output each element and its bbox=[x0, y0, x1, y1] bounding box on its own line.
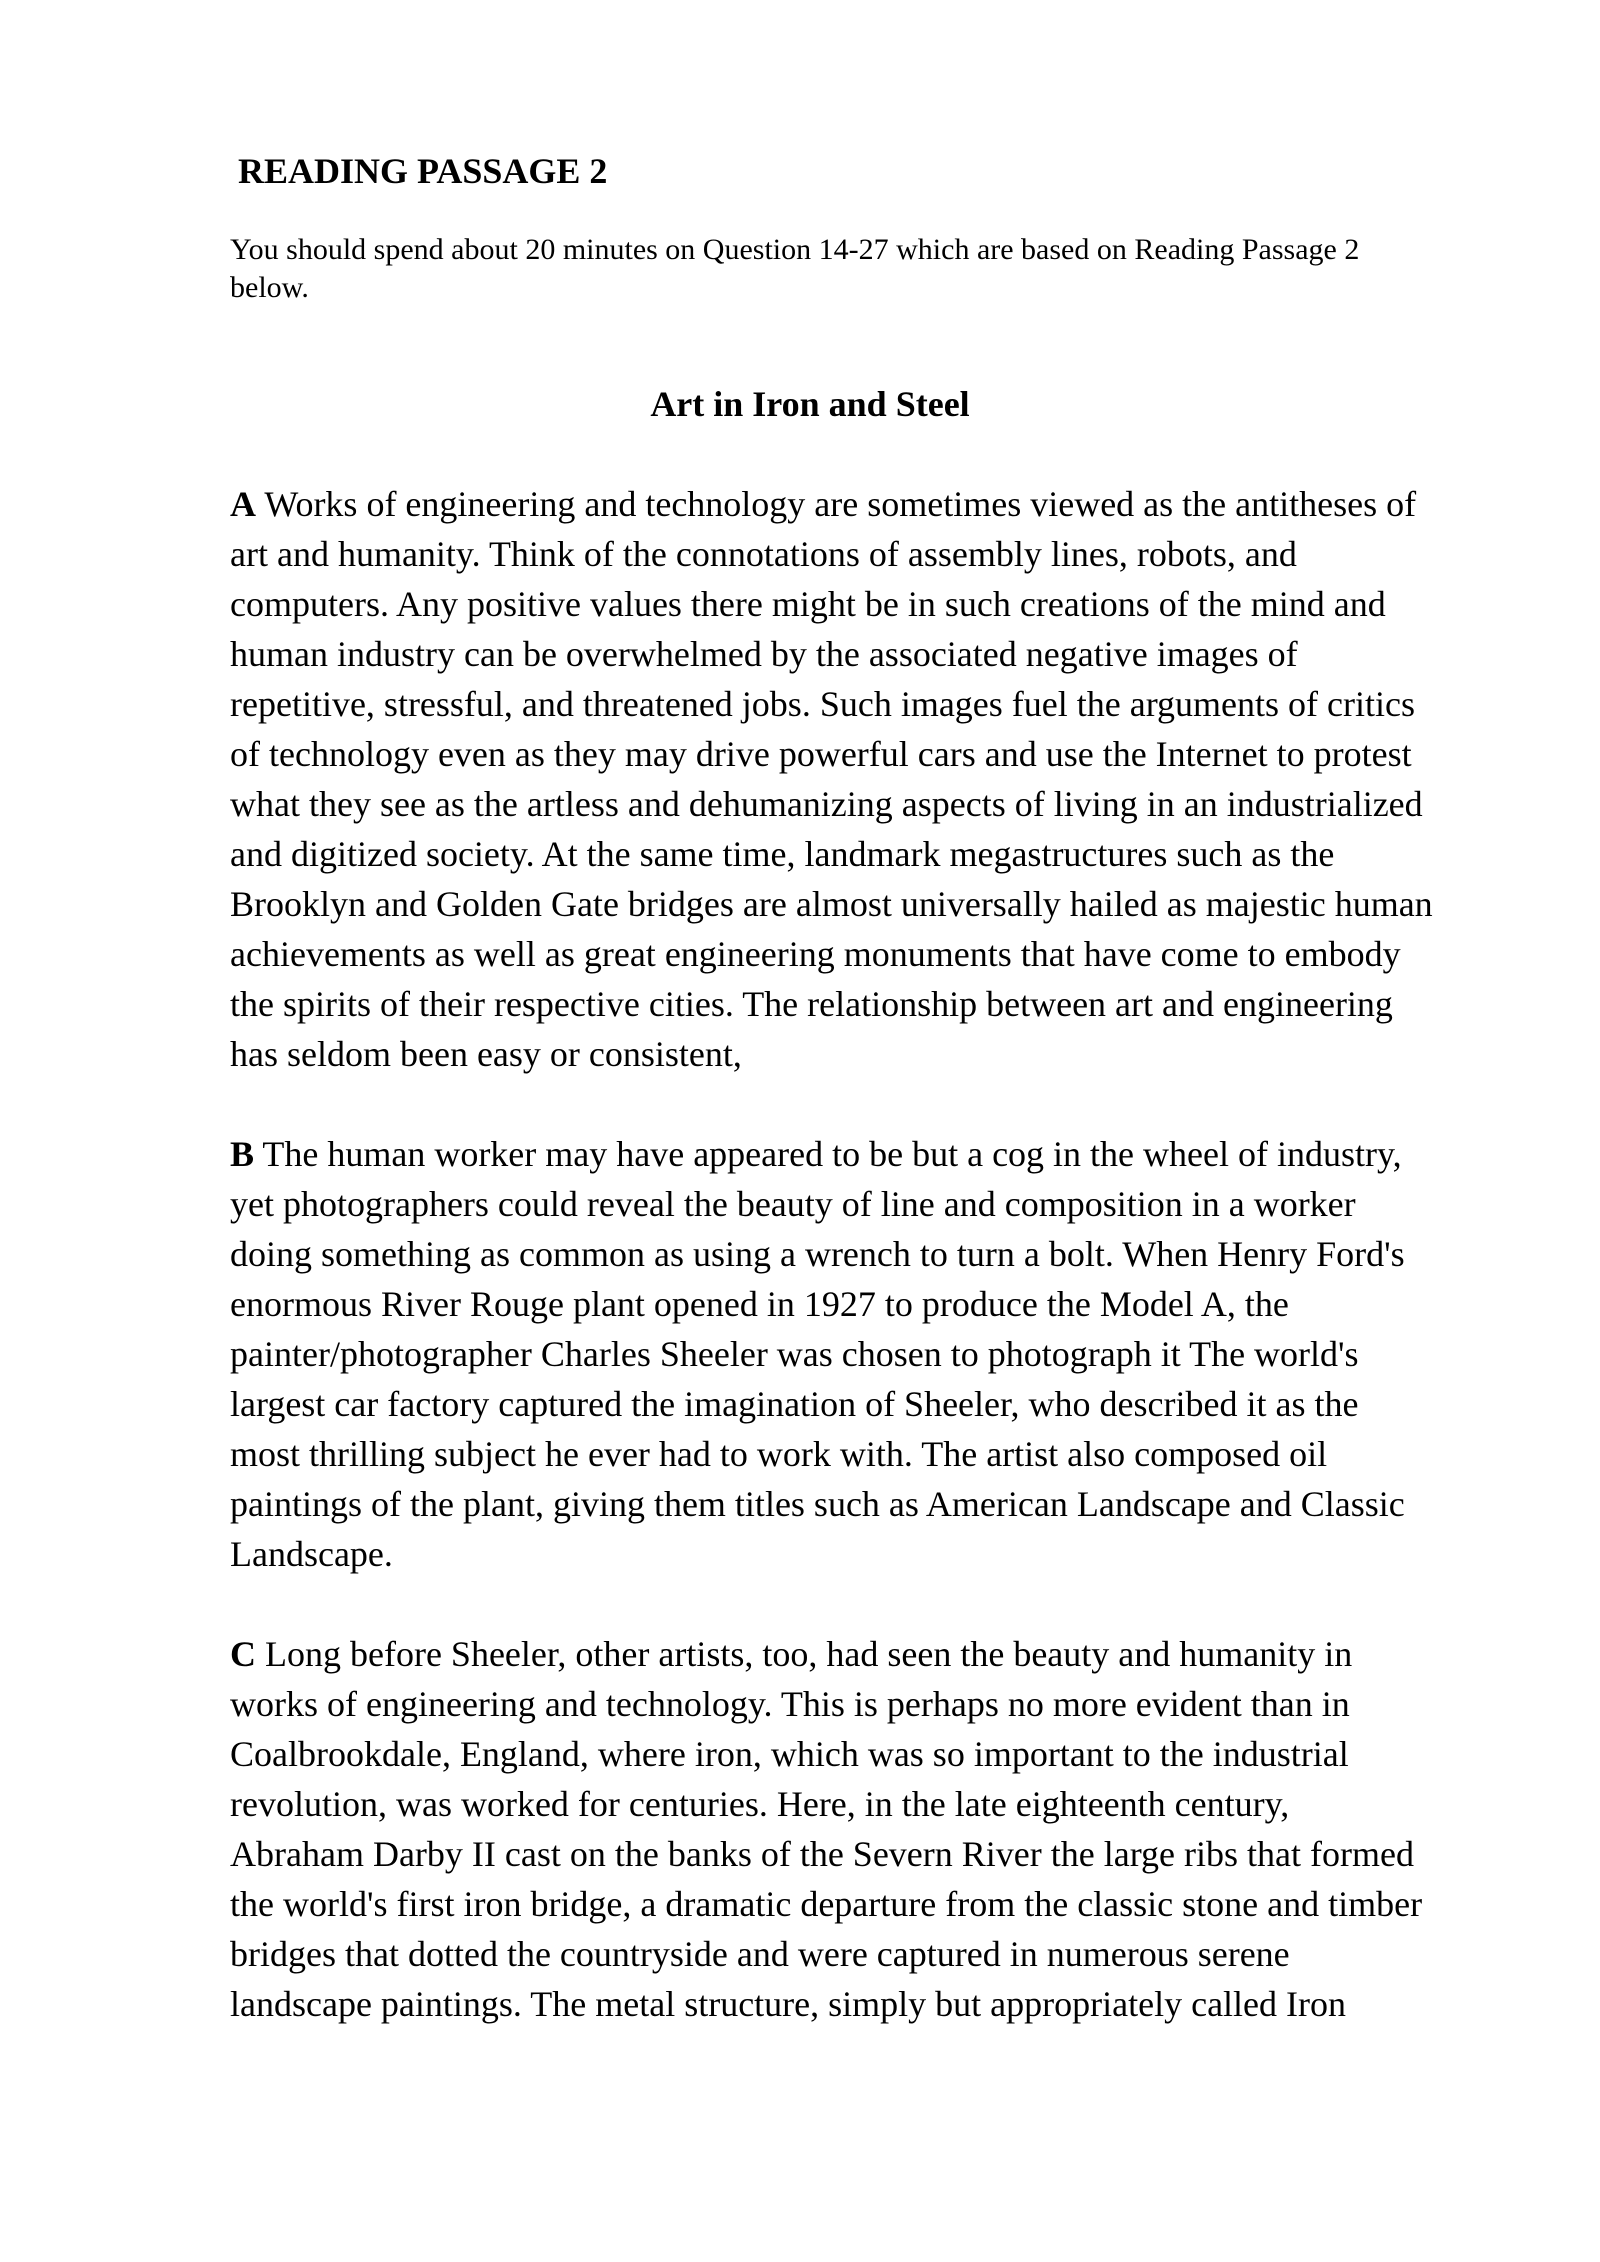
paragraph-line: Landscape. bbox=[230, 1534, 393, 1574]
paragraph-line: largest car factory captured the imagination of Sheeler, who described it as the bbox=[230, 1384, 1359, 1424]
paragraph-line: of technology even as they may drive powerful cars and use the Internet to protest bbox=[230, 734, 1412, 774]
paragraph-line: landscape paintings. The metal structure, simply but appropriately called Iron bbox=[230, 1984, 1346, 2024]
paragraph-line: most thrilling subject he ever had to work with. The artist also composed oil bbox=[230, 1434, 1328, 1474]
paragraph-line bbox=[230, 479, 1520, 529]
paragraph-line: computers. Any positive values there might be in such creations of the mind and bbox=[230, 584, 1386, 624]
paragraph-line: Brooklyn and Golden Gate bridges are almost universally hailed as majestic human bbox=[230, 884, 1433, 924]
paragraph-line: enormous River Rouge plant opened in 1927 to produce the Model A, the bbox=[230, 1284, 1289, 1324]
paragraph-line: the spirits of their respective cities. The relationship between art and engineering bbox=[230, 984, 1393, 1024]
paragraph-line-text: Works of engineering and technology are sometimes viewed as the antitheses of bbox=[256, 484, 1417, 524]
paragraph-line: art and humanity. Think of the connotations of assembly lines, robots, and bbox=[230, 534, 1297, 574]
paragraph-line: Coalbrookdale, England, where iron, which was so important to the industrial bbox=[230, 1734, 1349, 1774]
paragraph-line: human industry can be overwhelmed by the associated negative images of bbox=[230, 634, 1298, 674]
paragraph-line: repetitive, stressful, and threatened jobs. Such images fuel the arguments of critics bbox=[230, 684, 1415, 724]
paragraph-c bbox=[230, 1629, 1520, 2029]
paragraph-letter: A bbox=[230, 484, 256, 524]
paragraph-line: the world's first iron bridge, a dramatic departure from the classic stone and timber bbox=[230, 1884, 1423, 1924]
paragraph-line: painter/photographer Charles Sheeler was chosen to photograph it The world's bbox=[230, 1334, 1359, 1374]
instruction-line: below. bbox=[230, 271, 309, 304]
instruction-text bbox=[230, 231, 1490, 307]
instruction-line: You should spend about 20 minutes on Question 14-27 which are based on Reading Passage 2 bbox=[230, 233, 1360, 266]
paragraph-line: what they see as the artless and dehumanizing aspects of living in an industrialized bbox=[230, 784, 1423, 824]
paragraph-line: yet photographers could reveal the beauty of line and composition in a worker bbox=[230, 1184, 1356, 1224]
paragraph-line bbox=[230, 1129, 1520, 1179]
paragraph-line: doing something as common as using a wrench to turn a bolt. When Henry Ford's bbox=[230, 1234, 1405, 1274]
paragraph-line bbox=[230, 1629, 1520, 1679]
paragraph-letter: B bbox=[230, 1134, 255, 1174]
passage-header: READING PASSAGE 2 bbox=[238, 151, 608, 191]
paragraph-line: Abraham Darby II cast on the banks of the Severn River the large ribs that formed bbox=[230, 1834, 1414, 1874]
paragraph-line: has seldom been easy or consistent, bbox=[230, 1034, 742, 1074]
paragraph-b bbox=[230, 1129, 1520, 1579]
paragraph-letter: C bbox=[230, 1634, 256, 1674]
paragraph-line: paintings of the plant, giving them titles such as American Landscape and Classic bbox=[230, 1484, 1405, 1524]
paragraph-line: revolution, was worked for centuries. Here, in the late eighteenth century, bbox=[230, 1784, 1290, 1824]
paragraph-line: achievements as well as great engineering monuments that have come to embody bbox=[230, 934, 1401, 974]
paragraph-a bbox=[230, 479, 1520, 1079]
paragraph-line: works of engineering and technology. This is perhaps no more evident than in bbox=[230, 1684, 1350, 1724]
passage-title: Art in Iron and Steel bbox=[650, 384, 970, 424]
paragraph-line: bridges that dotted the countryside and were captured in numerous serene bbox=[230, 1934, 1290, 1974]
paragraph-line-text: The human worker may have appeared to be but a cog in the wheel of industry, bbox=[254, 1134, 1402, 1174]
paragraph-line-text: Long before Sheeler, other artists, too, had seen the beauty and humanity in bbox=[256, 1634, 1353, 1674]
paragraph-line: and digitized society. At the same time, landmark megastructures such as the bbox=[230, 834, 1335, 874]
